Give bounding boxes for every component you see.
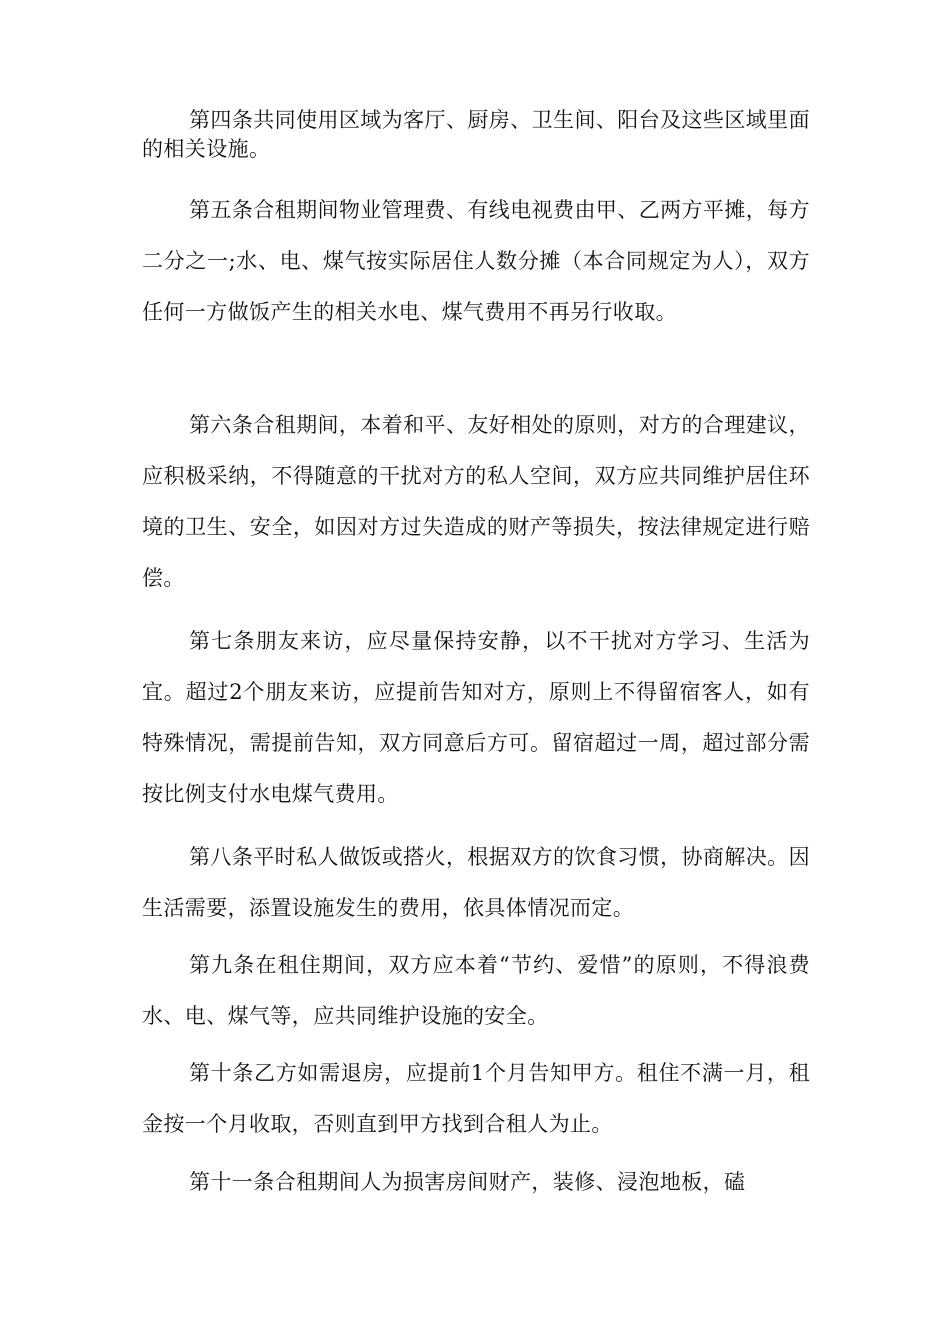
paragraph-article-9: 第九条在租住期间，双方应本着“节约、爱惜”的原则，不得浪费水、电、煤气等，应共同维护设施的安全。	[142, 953, 810, 1028]
paragraph-article-11: 第十一条合租期间人为损害房间财产，装修、浸泡地板，磕	[189, 1170, 746, 1194]
paragraph-article-5: 第五条合租期间物业管理费、有线电视费由甲、乙两方平摊，每方二分之一;水、电、煤气按实际居住人数分摊（本合同规定为人），双方任何一方做饭产生的相关水电、煤气费用不再另行收取。	[142, 198, 810, 324]
paragraph-article-10: 第十条乙方如需退房，应提前1个月告知甲方。租住不满一月，租金按一个月收取，否则直到甲方找到合租人为止。	[142, 1061, 810, 1136]
paragraph-article-7: 第七条朋友来访，应尽量保持安静，以不干扰对方学习、生活为宜。超过2个朋友来访，应提前告知对方，原则上不得留宿客人，如有特殊情况，需提前告知，双方同意后方可。留宿超过一周，超过部分需按比例支付水电煤气费用。	[142, 629, 810, 806]
paragraph-article-6: 第六条合租期间，本着和平、友好相处的原则，对方的合理建议，应积极采纳，不得随意的干扰对方的私人空间，双方应共同维护居住环境的卫生、安全，如因对方过失造成的财产等损失，按法律规定进行赔偿。	[142, 413, 810, 590]
paragraph-article-4: 第四条共同使用区域为客厅、厨房、卫生间、阳台及这些区域里面的相关设施。	[142, 108, 810, 161]
paragraph-article-8: 第八条平时私人做饭或搭火，根据双方的饮食习惯，协商解决。因生活需要，添置设施发生的费用，依具体情况而定。	[142, 845, 810, 920]
